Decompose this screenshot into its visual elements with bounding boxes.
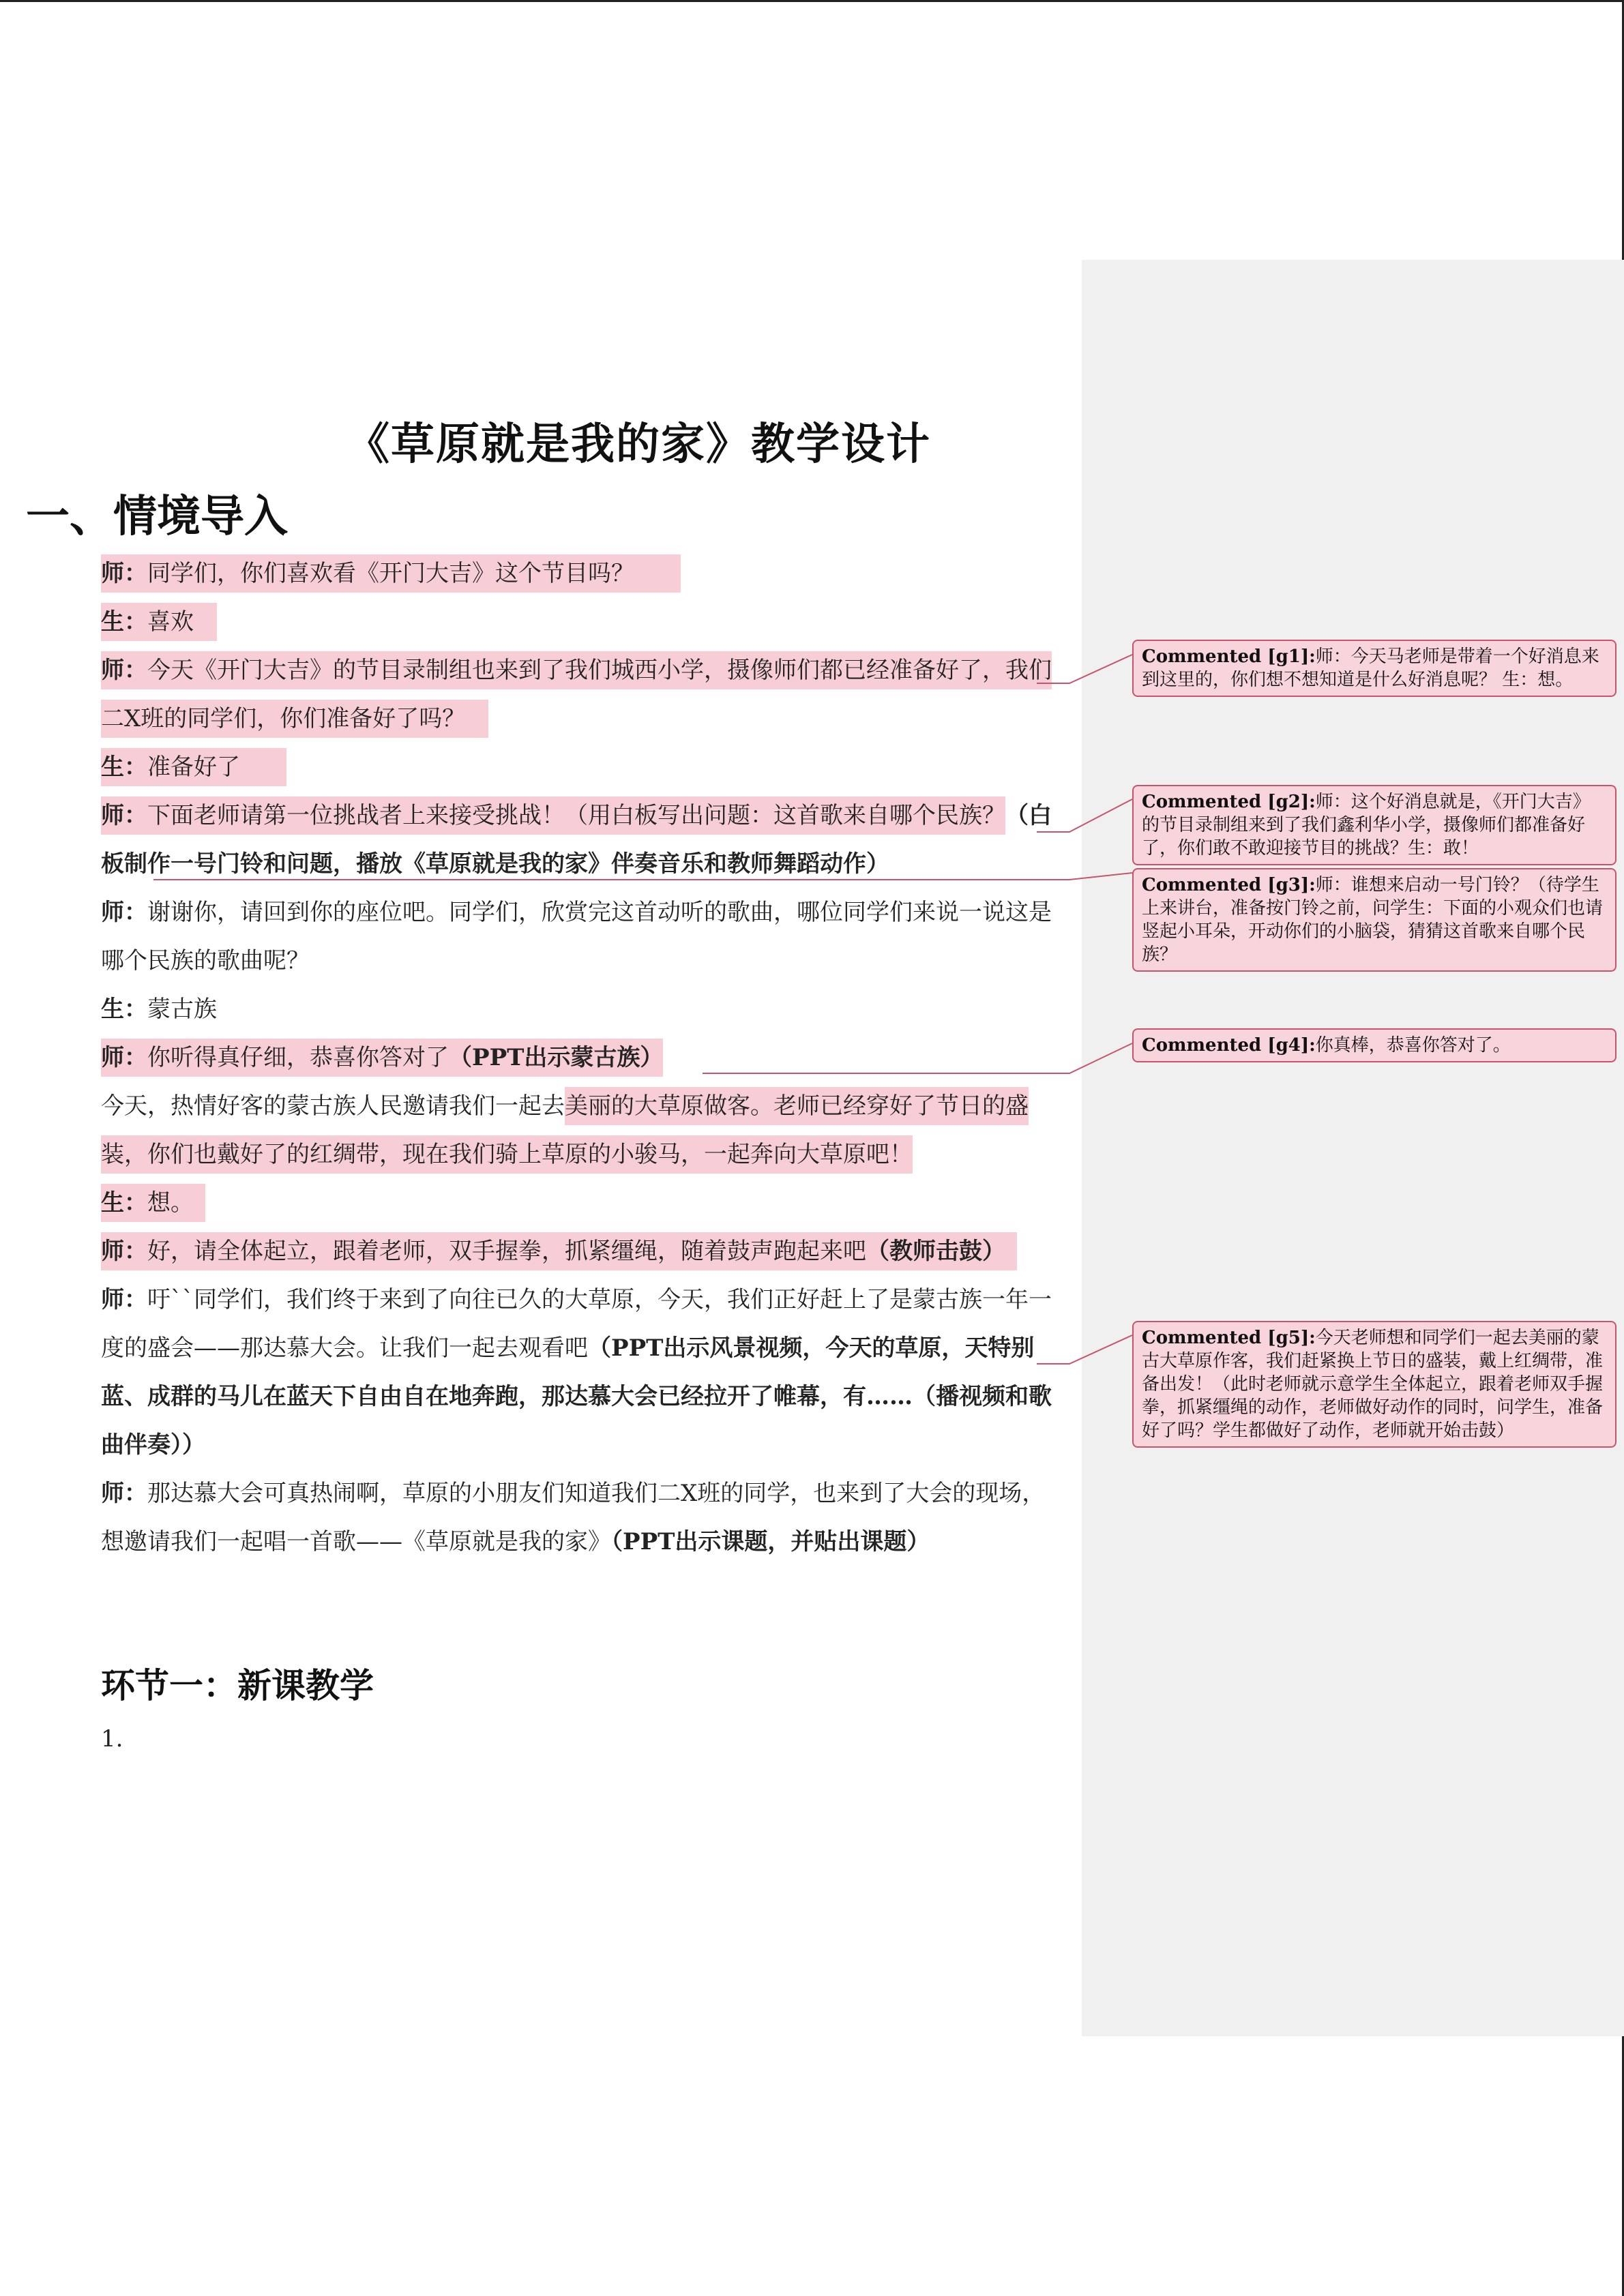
list-number: 1. bbox=[101, 1725, 123, 1753]
stage-direction: （PPT出示风景视频，今天的草原，天特别蓝、成群的马儿在蓝天下自由自在地奔跑，那达慕大会已经拉开了帷幕，有……（播视频和歌曲伴奏）） bbox=[101, 1335, 1052, 1459]
speaker-label: 生： bbox=[101, 996, 147, 1023]
comment-g5[interactable] bbox=[1132, 1321, 1616, 1448]
paragraph-text: 蒙古族 bbox=[147, 996, 217, 1023]
paragraph-text-plain: 今天，热情好客的蒙古族人民邀请我们一起去 bbox=[101, 1092, 565, 1120]
paragraph-text: 你听得真仔细，恭喜你答对了 bbox=[147, 1044, 449, 1071]
connector-g1 bbox=[1037, 655, 1132, 683]
speaker-label: 师： bbox=[101, 1238, 147, 1265]
speaker-label: 生： bbox=[101, 754, 147, 781]
comment-text: 师：今天马老师是带着一个好消息来到这里的，你们想不想知道是什么好消息呢？ 生：想。 bbox=[1142, 646, 1599, 690]
comment-tag: Commented [g2]: bbox=[1142, 792, 1316, 812]
paragraph-text: 准备好了 bbox=[147, 754, 240, 781]
stage-direction: （PPT出示课题，并贴出课题） bbox=[611, 1528, 930, 1555]
comment-text: 今天老师想和同学们一起去美丽的蒙古大草原作客，我们赶紧换上节日的盛装，戴上红绸带，准备出发！（此时老师就示意学生全体起立，跟着老师双手握拳，抓紧缰绳的动作，老师做好动作的同时，问学生，准备好了吗？学生都做好了动作，老师就开始击鼓） bbox=[1142, 1328, 1604, 1441]
paragraph-text: 下面老师请第一位挑战者上来接受挑战！（用白板写出问题：这首歌来自哪个民族？ bbox=[147, 802, 1005, 829]
comment-text: 师：这个好消息就是，《开门大吉》的节目录制组来到了我们鑫利华小学，摄像师们都准备好了，你们敢不敢迎接节目的挑战？生：敢！ bbox=[1142, 792, 1591, 859]
speaker-label: 生： bbox=[101, 1189, 147, 1217]
paragraph-text: 同学们，你们喜欢看《开门大吉》这个节目吗？ bbox=[147, 560, 634, 587]
paragraph-text: 吁``同学们，我们终于来到了向往已久的大草原，今天，我们正好赶上了是蒙古族一年一度的盛会——那达慕大会。让我们一起去观看吧 bbox=[101, 1286, 1052, 1362]
connector-g5 bbox=[1037, 1335, 1132, 1364]
comment-tag: Commented [g1]: bbox=[1142, 646, 1316, 667]
connector-g4 bbox=[703, 1043, 1132, 1073]
comment-tag: Commented [g5]: bbox=[1142, 1328, 1316, 1348]
comment-g4[interactable] bbox=[1132, 1028, 1616, 1062]
comment-g2[interactable] bbox=[1132, 785, 1616, 865]
comment-g1[interactable] bbox=[1132, 640, 1616, 697]
document-title: 《草原就是我的家》教学设计 bbox=[346, 419, 931, 470]
speaker-label: 生： bbox=[101, 608, 147, 636]
stage-direction: （PPT出示蒙古族） bbox=[449, 1044, 664, 1071]
paragraph-text: 谢谢你，请回到你的座位吧。同学们，欣赏完这首动听的歌曲，哪位同学们来说一说这是哪个民族的歌曲呢？ bbox=[101, 899, 1052, 974]
paragraph-text: 那达慕大会可真热闹啊，草原的小朋友们知道我们二X班的同学，也来到了大会的现场，想邀请我们一起唱一首歌——《草原就是我的家》 bbox=[101, 1480, 1046, 1555]
stage-direction: （白板制作一号门铃和问题，播放《草原就是我的家》伴奏音乐和教师舞蹈动作） bbox=[101, 802, 1052, 878]
sub-heading: 环节一：新课教学 bbox=[101, 1665, 374, 1705]
speaker-label: 师： bbox=[101, 1044, 147, 1071]
section-heading: 一、情境导入 bbox=[26, 491, 288, 542]
speaker-label: 师： bbox=[101, 899, 147, 926]
speaker-label: 师： bbox=[101, 1286, 147, 1313]
paragraph-text: 今天《开门大吉》的节目录制组也来到了我们城西小学，摄像师们都已经准备好了，我们二X班的同学们，你们准备好了吗？ bbox=[101, 657, 1052, 732]
comment-text: 你真棒，恭喜你答对了。 bbox=[1315, 1035, 1511, 1056]
speaker-label: 师： bbox=[101, 657, 147, 684]
comment-tag: Commented [g4]: bbox=[1142, 1035, 1316, 1056]
connector-g2 bbox=[1037, 799, 1132, 832]
comment-g3[interactable] bbox=[1132, 868, 1616, 972]
speaker-label: 师： bbox=[101, 560, 147, 587]
connector-g3 bbox=[153, 873, 1132, 880]
paragraph-text: 喜欢 bbox=[147, 608, 194, 636]
speaker-label: 师： bbox=[101, 1480, 147, 1507]
stage-direction: （教师击鼓） bbox=[866, 1238, 994, 1265]
paragraph-text: 好，请全体起立，跟着老师，双手握拳，抓紧缰绳，随着鼓声跑起来吧 bbox=[147, 1238, 866, 1265]
speaker-label: 师： bbox=[101, 802, 147, 829]
comment-text: 师：谁想来启动一号门铃？（待学生上来讲台，准备按门铃之前，问学生：下面的小观众们也请竖起小耳朵，开动你们的小脑袋，猜猜这首歌来自哪个民族？ bbox=[1142, 875, 1604, 965]
comment-tag: Commented [g3]: bbox=[1142, 875, 1316, 895]
paragraph-text: 美丽的大草原做客。老师已经穿好了节日的盛装，你们也戴好了的红绸带，现在我们骑上草原的小骏马，一起奔向大草原吧！ bbox=[101, 1092, 1029, 1168]
paragraph-text: 想。 bbox=[147, 1189, 182, 1217]
